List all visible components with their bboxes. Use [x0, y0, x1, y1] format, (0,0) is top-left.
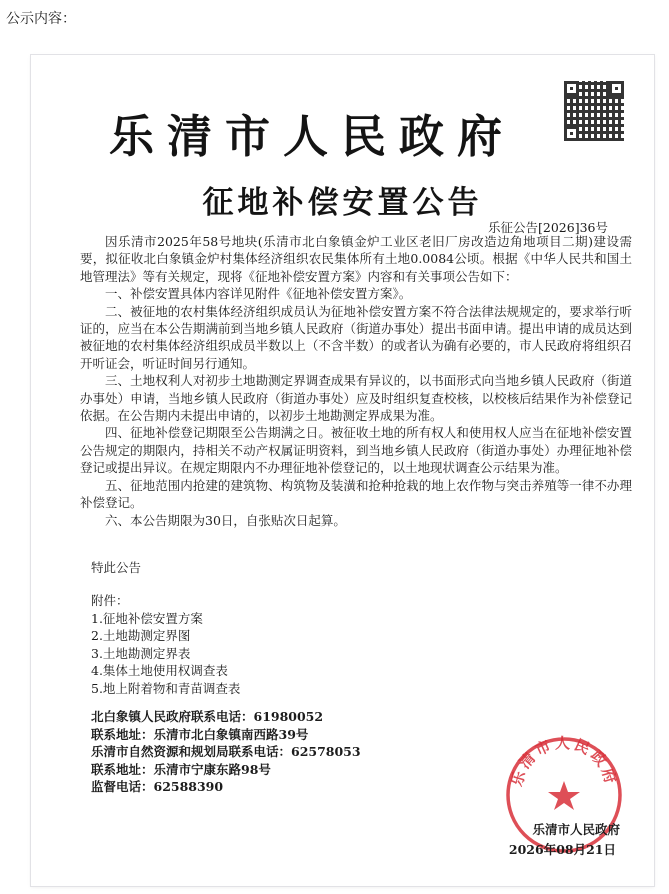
attachment-item: 4.集体土地使用权调查表: [91, 663, 228, 679]
signing-date: 2026年08月21日: [508, 842, 616, 857]
contact-line: 乐清市自然资源和规划局联系电话：62578053: [91, 744, 361, 760]
svg-text:乐清市人民政府: [508, 735, 621, 788]
seal-text: 乐清市人民政府: [507, 735, 621, 789]
qr-finder: [609, 81, 624, 96]
document-number: 乐征公告[2026]36号: [488, 220, 608, 235]
issuer-title: 乐清市人民政府: [109, 110, 516, 163]
paragraph-item-6: 六、本公告期限为30日，自张贴次日起算。: [105, 512, 346, 528]
seal-star-icon: [548, 781, 580, 810]
attachments-heading: 附件：: [91, 593, 129, 608]
page-label: 公示内容：: [6, 11, 76, 27]
closing-remark: 特此公告: [91, 560, 142, 575]
paragraph-item-3: 三、土地权利人对初步土地勘测定界调查成果有异议的，以书面形式向当地乡镇人民政府（街道办事处）申请，当地乡镇人民政府（街道办事处）应及时组织复查校核，以校核后结果作为补偿登记依据。在公告期内未提出申请的，以初步土地勘测定界成果为准。: [80, 373, 632, 424]
qr-finder: [564, 81, 579, 96]
notice-document: [31, 55, 654, 886]
notice-title: 征地补偿安置公告: [202, 185, 483, 221]
contact-line: 监督电话：62588390: [91, 779, 224, 795]
paragraph-intro: 因乐清市2025年58号地块(乐清市北白象镇金炉工业区老旧厂房改造边角地项目二期)建设需要，拟征收北白象镇金炉村集体经济组织农民集体所有土地0.0084公顷。根据《中华人民共和国土地管理法》等有关规定，现将《征地补偿安置方案》内容和有关事项公告如下：: [80, 234, 632, 284]
contact-info: [91, 708, 361, 796]
contact-line: 北白象镇人民政府联系电话：61980052: [91, 709, 324, 724]
notice-body: [80, 233, 632, 529]
paragraph-item-5: 五、征地范围内抢建的建筑物、构筑物及装潢和抢种抢栽的地上农作物与突击养殖等一律不办理补偿登记。: [80, 477, 632, 511]
signer-name: 乐清市人民政府: [532, 822, 620, 837]
paragraph-item-4: 四、征地补偿登记期限至公告期满之日。被征收土地的所有权人和使用权人应当在征地补偿安置公告规定的期限内，持相关不动产权属证明资料，到当地乡镇人民政府（街道办事处）办理征地补偿登记或提出异议。在规定期限内不办理征地补偿登记的，以土地现状调查公示结果为准。: [80, 425, 632, 476]
attachment-item: 5.地上附着物和青苗调查表: [91, 680, 241, 696]
attachment-item: 1.征地补偿安置方案: [91, 610, 203, 626]
contact-line: 联系地址：乐清市宁康东路98号: [91, 761, 271, 777]
paragraph-item-2: 二、被征地的农村集体经济组织成员认为征地补偿安置方案不符合法律法规规定的，要求举行听证的，应当在本公告期满前到当地乡镇人民政府（街道办事处）提出书面申请。提出申请的成员达到被征地的农村集体经济组织成员半数以上（不含半数）的或者认为确有必要的，市人民政府将组织召开听证会，听证时间另行通知。: [80, 303, 632, 371]
qr-code[interactable]: [564, 81, 624, 141]
attachment-item: 3.土地勘测定界表: [91, 645, 191, 661]
paragraph-item-1: 一、补偿安置具体内容详见附件《征地补偿安置方案》。: [105, 286, 412, 302]
contact-line: 联系地址：乐清市北白象镇南西路39号: [91, 726, 309, 742]
attachment-item: 2.土地勘测定界图: [91, 628, 191, 644]
attachments-list: [91, 592, 240, 698]
